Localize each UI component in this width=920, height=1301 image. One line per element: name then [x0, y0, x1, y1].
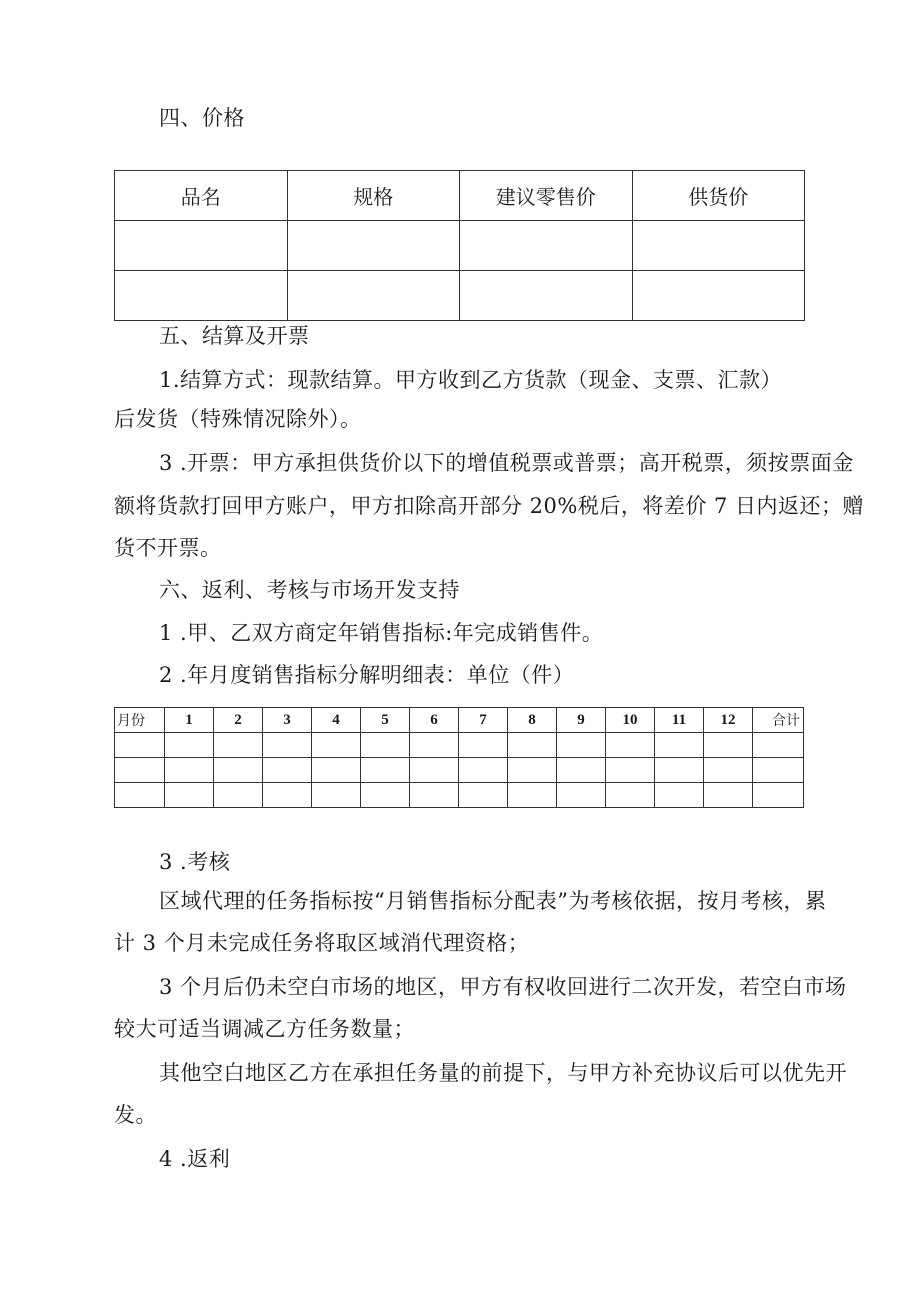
assessment-para-1-line-2: 计 3 个月未完成任务将取区域消代理资格；: [114, 931, 530, 955]
header-month-12: 12: [704, 708, 753, 733]
table-cell: [214, 758, 263, 783]
table-cell: [410, 733, 459, 758]
invoicing-line-2: 额将货款打回甲方账户，甲方扣除高开部分 20%税后，将差价 7 日内返还；赠: [114, 494, 865, 518]
table-cell: [165, 783, 214, 808]
header-month-9: 9: [557, 708, 606, 733]
table-cell: [214, 783, 263, 808]
header-total: 合计: [753, 708, 804, 733]
table-cell: [632, 221, 805, 271]
table-row: [115, 733, 804, 758]
header-month-1: 1: [165, 708, 214, 733]
table-cell: [263, 758, 312, 783]
table-cell: [508, 783, 557, 808]
header-month-7: 7: [459, 708, 508, 733]
table-cell: [655, 758, 704, 783]
section-6-heading: 六、返利、考核与市场开发支持: [159, 578, 460, 602]
table-row: [115, 758, 804, 783]
invoicing-line-3: 货不开票。: [114, 536, 222, 560]
assessment-para-3-line-2: 发。: [114, 1103, 157, 1127]
header-specification: 规格: [287, 171, 460, 221]
table-cell: [704, 758, 753, 783]
monthly-sales-table: [114, 707, 804, 808]
table-cell: [753, 733, 804, 758]
table-cell: [263, 733, 312, 758]
table-cell: [263, 783, 312, 808]
table-cell: [459, 783, 508, 808]
table-row: [115, 221, 805, 271]
header-month-8: 8: [508, 708, 557, 733]
table-cell: [753, 758, 804, 783]
table-cell: [606, 758, 655, 783]
table-cell: [410, 758, 459, 783]
table-cell: [655, 733, 704, 758]
settlement-method-line-1: 1.结算方式：现款结算。甲方收到乙方货款（现金、支票、汇款）: [159, 368, 783, 392]
assessment-heading: 3 .考核: [159, 850, 231, 874]
section-4-heading: 四、价格: [159, 106, 245, 130]
table-cell: [115, 783, 165, 808]
table-cell: [312, 758, 361, 783]
table-cell: [165, 733, 214, 758]
table-cell: [508, 758, 557, 783]
header-month-4: 4: [312, 708, 361, 733]
table-cell: [632, 271, 805, 321]
header-supply-price: 供货价: [632, 171, 805, 221]
table-cell: [312, 733, 361, 758]
header-month-5: 5: [361, 708, 410, 733]
table-cell: [557, 733, 606, 758]
table-cell: [115, 733, 165, 758]
table-cell: [753, 783, 804, 808]
settlement-method-line-2: 后发货（特殊情况除外）。: [114, 407, 362, 431]
table-row: [115, 783, 804, 808]
table-cell: [312, 783, 361, 808]
annual-sales-target: 1 .甲、乙双方商定年销售指标:年完成销售件。: [159, 621, 604, 645]
assessment-para-1-line-1: 区域代理的任务指标按“月销售指标分配表”为考核依据，按月考核，累: [159, 889, 827, 913]
table-cell: [115, 221, 288, 271]
table-cell: [655, 783, 704, 808]
table-cell: [287, 221, 460, 271]
table-cell: [557, 758, 606, 783]
assessment-para-2-line-2: 较大可适当调减乙方任务数量；: [114, 1017, 415, 1041]
rebate-heading: 4 .返利: [159, 1147, 231, 1171]
invoicing-line-1: 3 .开票：甲方承担供货价以下的增值税票或普票；高开税票，须按票面金: [159, 451, 854, 475]
header-month-11: 11: [655, 708, 704, 733]
table-cell: [361, 758, 410, 783]
assessment-para-2-line-1: 3 个月后仍未空白市场的地区，甲方有权收回进行二次开发，若空白市场: [159, 975, 847, 999]
table-cell: [165, 758, 214, 783]
table-cell: [361, 733, 410, 758]
table-cell: [214, 733, 263, 758]
header-suggested-retail-price: 建议零售价: [460, 171, 633, 221]
table-cell: [460, 271, 633, 321]
header-month-6: 6: [410, 708, 459, 733]
table-cell: [459, 733, 508, 758]
table-cell: [557, 783, 606, 808]
table-cell: [704, 783, 753, 808]
table-cell: [606, 733, 655, 758]
table-row: [115, 271, 805, 321]
header-product-name: 品名: [115, 171, 288, 221]
header-month-3: 3: [263, 708, 312, 733]
section-5-heading: 五、结算及开票: [159, 324, 310, 348]
table-cell: [115, 758, 165, 783]
table-cell: [115, 271, 288, 321]
table-cell: [459, 758, 508, 783]
monthly-table-header-row: [115, 708, 804, 733]
table-cell: [361, 783, 410, 808]
table-cell: [606, 783, 655, 808]
price-table: [114, 170, 805, 321]
header-month: 月份: [115, 708, 165, 733]
table-cell: [704, 733, 753, 758]
table-cell: [460, 221, 633, 271]
assessment-para-3-line-1: 其他空白地区乙方在承担任务量的前提下，与甲方补充协议后可以优先开: [159, 1061, 847, 1085]
header-month-2: 2: [214, 708, 263, 733]
monthly-breakdown-caption: 2 .年月度销售指标分解明细表：单位（件）: [159, 663, 575, 687]
table-cell: [410, 783, 459, 808]
price-table-header-row: [115, 171, 805, 221]
header-month-10: 10: [606, 708, 655, 733]
table-cell: [287, 271, 460, 321]
table-cell: [508, 733, 557, 758]
